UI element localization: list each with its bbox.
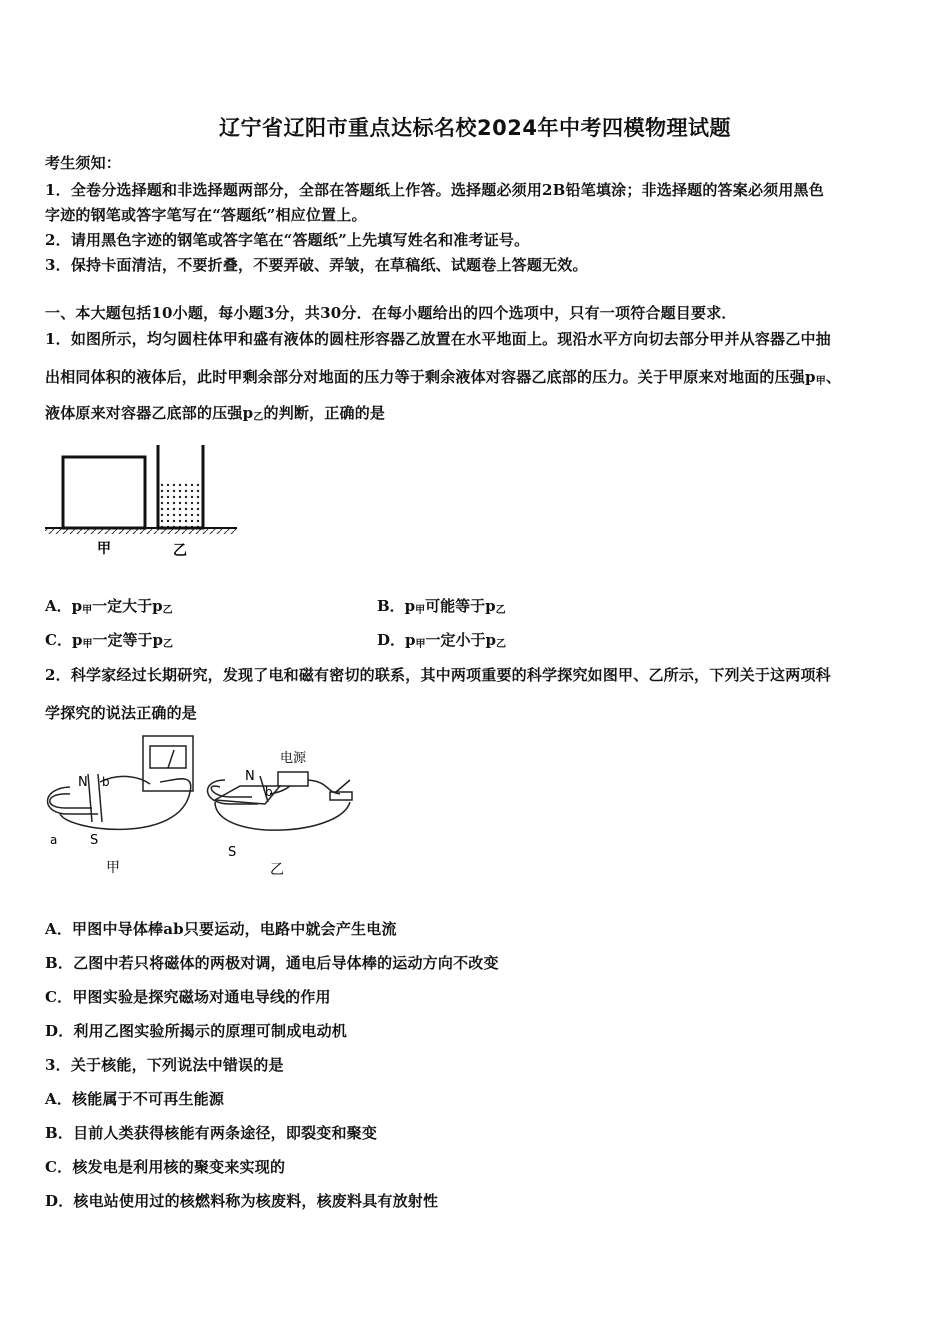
q1-label-jia: 甲 xyxy=(97,541,111,557)
q1-option-b[interactable]: B．$p_甲$可能等于$p_乙$ xyxy=(377,597,506,616)
q1-figure xyxy=(45,440,245,570)
q1-liquid xyxy=(158,483,203,528)
q3-option-a[interactable]: A．核能属于不可再生能源 xyxy=(45,1090,225,1108)
q3-option-c[interactable]: C．核发电是利用核的聚变来实现的 xyxy=(45,1158,286,1176)
q1-stem-line2: 出相同体积的液体后，此时甲剩余部分对地面的压力等于剩余液体对容器乙底部的压力。关于甲原来对地面的压强$p_甲$、 xyxy=(45,368,842,387)
q2-stem-line1: 2．科学家经过长期研究，发现了电和磁有密切的联系，其中两项重要的科学探究如图甲、乙所示，下列关于这两项科 xyxy=(45,666,831,684)
q2-galvanometer-needle xyxy=(168,750,174,768)
q2-option-c[interactable]: C．甲图实验是探究磁场对通电导线的作用 xyxy=(45,988,331,1006)
q2-jia-S-label: S xyxy=(90,833,99,848)
q2-figure xyxy=(40,732,380,882)
notice-heading: 考生须知： xyxy=(45,154,122,172)
q2-option-d[interactable]: D．利用乙图实验所揭示的原理可制成电动机 xyxy=(45,1022,348,1040)
notice-item-1b: 字迹的钢笔或答字笔写在“答题纸”相应位置上。 xyxy=(45,206,367,224)
q2-switch-base xyxy=(330,792,352,800)
q2-jia-a-label: a xyxy=(50,833,58,847)
q1-label-yi: 乙 xyxy=(173,543,187,559)
q2-power-label: 电源 xyxy=(280,751,307,766)
section-heading: 一、本大题包括10小题，每小题3分，共30分．在每小题给出的四个选项中，只有一项符合题目要求． xyxy=(45,304,737,322)
q3-option-d[interactable]: D．核电站使用过的核燃料称为核废料，核废料具有放射性 xyxy=(45,1192,439,1210)
q2-jia-rod xyxy=(88,774,92,822)
q2-jia-N-label: N xyxy=(78,775,88,790)
q1-stem-line3: 液体原来对容器乙底部的压强$p_乙$的判断，正确的是 xyxy=(45,404,386,423)
q2-option-b[interactable]: B．乙图中若只将磁体的两极对调，通电后导体棒的运动方向不改变 xyxy=(45,954,499,972)
page-title: 辽宁省辽阳市重点达标名校2024年中考四模物理试题 xyxy=(219,116,731,140)
notice-item-3: 3．保持卡面清洁，不要折叠，不要弄破、弄皱，在草稿纸、试题卷上答题无效。 xyxy=(45,256,588,274)
q2-jia-b-label: b xyxy=(102,775,110,789)
q1-cylinder-jia xyxy=(63,457,145,528)
q2-jia-magnet xyxy=(50,794,92,808)
q2-yi-b-label: b xyxy=(265,785,273,799)
q2-power-source xyxy=(278,772,308,786)
q1-option-c[interactable]: C．$p_甲$一定等于$p_乙$ xyxy=(45,631,173,650)
q2-label-yi: 乙 xyxy=(270,862,284,878)
q2-yi-wire-1 xyxy=(270,786,290,794)
q1-option-a[interactable]: A．$p_甲$一定大于$p_乙$ xyxy=(45,597,173,616)
q1-stem-line1: 1．如图所示，均匀圆柱体甲和盛有液体的圆柱形容器乙放置在水平地面上。现沿水平方向切去部分甲并从容器乙中抽 xyxy=(45,330,831,348)
notice-item-1a: 1．全卷分选择题和非选择题两部分，全部在答题纸上作答。选择题必须用2B铅笔填涂；非选择题的答案必须用黑色 xyxy=(45,181,824,199)
q2-switch-lever xyxy=(336,780,350,792)
q2-galvanometer-dial xyxy=(150,746,186,768)
q2-label-jia: 甲 xyxy=(106,860,120,876)
q2-option-a[interactable]: A．甲图中导体棒ab只要运动，电路中就会产生电流 xyxy=(45,920,397,938)
q2-yi-S-label: S xyxy=(228,845,237,860)
q2-yi-wire-3 xyxy=(215,802,350,830)
q3-option-b[interactable]: B．目前人类获得核能有两条途径，即裂变和聚变 xyxy=(45,1124,378,1142)
q2-yi-N-label: N xyxy=(245,769,255,784)
q3-stem: 3．关于核能，下列说法中错误的是 xyxy=(45,1056,284,1074)
q2-stem-line2: 学探究的说法正确的是 xyxy=(45,704,198,722)
q1-option-d[interactable]: D．$p_甲$一定小于$p_乙$ xyxy=(377,631,506,650)
notice-item-2: 2．请用黑色字迹的钢笔或答字笔在“答题纸”上先填写姓名和准考证号。 xyxy=(45,231,530,249)
